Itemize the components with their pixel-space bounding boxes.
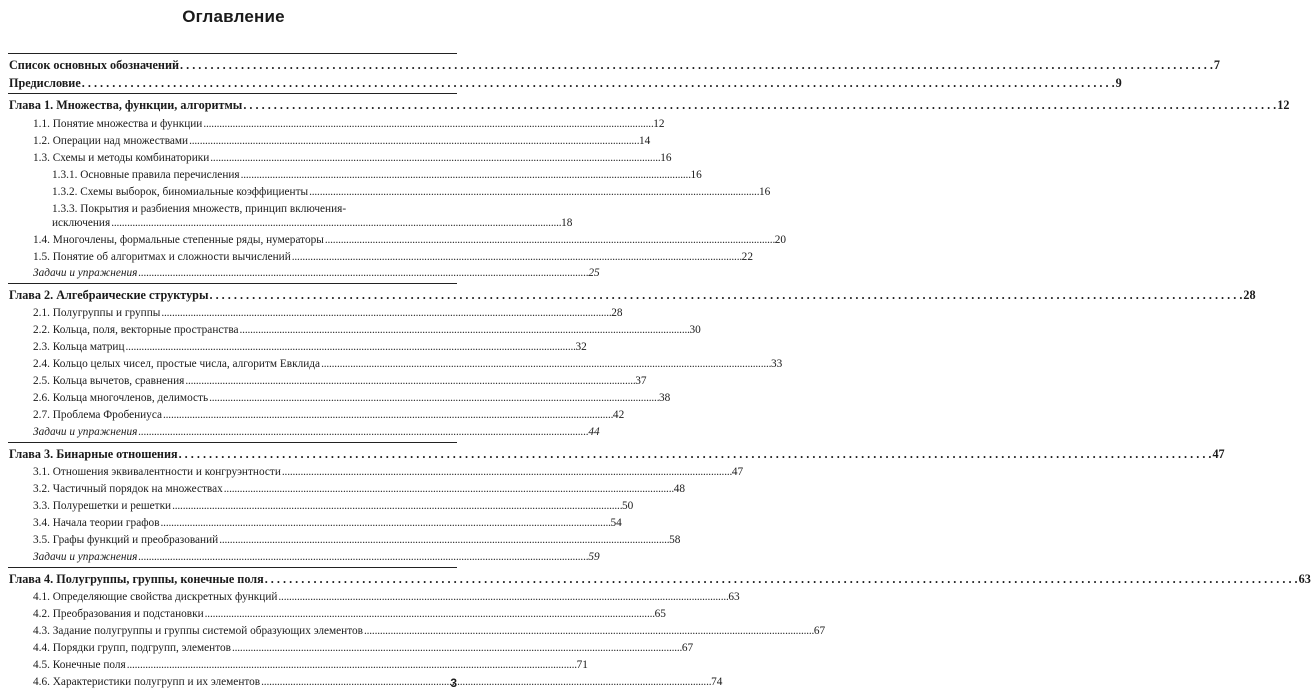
leader-dots (163, 408, 612, 422)
toc-exercises-3[interactable] (33, 550, 600, 564)
entry-page: 71 (576, 659, 588, 671)
entry-page: 20 (774, 234, 787, 246)
entry-label: 4.2. Преобразования и подстановки (33, 608, 204, 620)
leader-dots (282, 465, 731, 479)
entry-label: 1.3.3. Покрытия и разбиения множеств, принцип включения- (52, 203, 347, 215)
entry-page: 16 (759, 186, 771, 198)
entry-page: 44 (588, 426, 600, 438)
toc-subsection-1-3-1[interactable] (52, 168, 702, 182)
entry-label: 1.4. Многочлены, формальные степенные ряды, нумераторы (33, 234, 324, 246)
toc-section-4-4[interactable] (33, 641, 694, 655)
toc-section-1-2[interactable] (33, 134, 651, 148)
entry-label: 3.1. Отношения эквивалентности и конгруэнтности (33, 466, 281, 478)
entry-label: Предисловие (9, 76, 81, 90)
toc-subsection-1-3-3-cont[interactable] (52, 216, 573, 230)
page-title: Оглавление (182, 7, 285, 26)
leader-dots (185, 374, 634, 388)
leader-dots (241, 168, 690, 182)
leader-dots (180, 58, 1213, 72)
leader-dots (243, 98, 1276, 112)
leader-dots (203, 117, 652, 131)
toc-section-2-4[interactable] (33, 357, 783, 371)
toc-section-3-3[interactable] (33, 499, 634, 513)
entry-label: 2.3. Кольца матриц (33, 341, 125, 353)
entry-label: 1.3.2. Схемы выборок, биномиальные коэффициенты (52, 186, 309, 198)
entry-page: 48 (673, 483, 685, 495)
toc-section-2-1[interactable] (33, 306, 623, 320)
entry-page: 18 (561, 217, 573, 229)
toc-section-1-1[interactable] (33, 117, 665, 131)
entry-label: Глава 3. Бинарные отношения (9, 447, 178, 461)
entry-label: Задачи и упражнения (33, 551, 138, 563)
leader-dots (189, 134, 638, 148)
entry-page: 7 (1213, 58, 1220, 72)
leader-dots (138, 550, 587, 564)
toc-section-4-5[interactable] (33, 658, 588, 672)
entry-label: Глава 1. Множества, функции, алгоритмы (9, 98, 243, 112)
leader-dots (161, 306, 610, 320)
divider (8, 442, 457, 443)
entry-label: 4.4. Порядки групп, подгрупп, элементов (33, 642, 231, 654)
toc-section-4-3[interactable] (33, 624, 826, 638)
toc-section-4-2[interactable] (33, 607, 666, 621)
leader-dots (205, 607, 654, 621)
entry-page: 12 (1277, 98, 1290, 112)
leader-dots (126, 340, 575, 354)
leader-dots (111, 216, 560, 230)
entry-page: 16 (690, 169, 702, 181)
entry-label: 3.4. Начала теории графов (33, 517, 160, 529)
entry-page: 42 (612, 409, 625, 421)
entry-page: 28 (1243, 288, 1256, 302)
toc-entry-preface[interactable] (9, 76, 1122, 90)
leader-dots (265, 572, 1298, 586)
toc-subsection-1-3-3[interactable] (52, 202, 346, 216)
entry-label: 2.6. Кольца многочленов, делимость (33, 392, 209, 404)
toc-chapter-4[interactable] (9, 572, 1311, 586)
leader-dots (161, 516, 610, 530)
entry-page: 37 (635, 375, 647, 387)
toc-exercises-2[interactable] (33, 425, 600, 439)
leader-dots (209, 391, 658, 405)
leader-dots (210, 151, 659, 165)
leader-dots (292, 250, 741, 264)
leader-dots (219, 533, 668, 547)
entry-page: 32 (575, 341, 587, 353)
entry-label: исключения (52, 217, 111, 229)
divider (8, 283, 457, 284)
entry-label: 1.3.1. Основные правила перечисления (52, 169, 240, 181)
toc-section-2-5[interactable] (33, 374, 647, 388)
entry-page: 38 (659, 392, 671, 404)
entry-label: 1.1. Понятие множества и функции (33, 118, 203, 130)
entry-label: 4.5. Конечные поля (33, 659, 126, 671)
toc-chapter-3[interactable] (9, 447, 1225, 461)
leader-dots (364, 624, 813, 638)
entry-page: 63 (1298, 572, 1311, 586)
toc-subsection-1-3-2[interactable] (52, 185, 771, 199)
leader-dots (209, 288, 1242, 302)
toc-section-4-1[interactable] (33, 590, 740, 604)
divider (8, 53, 457, 54)
leader-dots (278, 590, 727, 604)
leader-dots (172, 499, 621, 513)
toc-entry-notation[interactable] (9, 58, 1220, 72)
leader-dots (224, 482, 673, 496)
entry-label: 1.5. Понятие об алгоритмах и сложности вычислений (33, 251, 291, 263)
entry-page: 65 (654, 608, 666, 620)
leader-dots (179, 447, 1212, 461)
entry-page: 9 (1115, 76, 1122, 90)
entry-label: 2.5. Кольца вычетов, сравнения (33, 375, 185, 387)
entry-label: 2.2. Кольца, поля, векторные пространства (33, 324, 239, 336)
toc-section-2-3[interactable] (33, 340, 587, 354)
entry-label: 2.4. Кольцо целых чисел, простые числа, алгоритм Евклида (33, 358, 321, 370)
entry-page: 28 (611, 307, 623, 319)
entry-page: 14 (639, 135, 651, 147)
divider (8, 93, 457, 94)
entry-page: 50 (622, 500, 634, 512)
leader-dots (321, 357, 770, 371)
entry-page: 63 (728, 591, 740, 603)
entry-page: 16 (660, 152, 672, 164)
entry-page: 67 (813, 625, 826, 637)
entry-label: 4.3. Задание полугруппы и группы системой образующих элементов (33, 625, 363, 637)
entry-label: Глава 4. Полугруппы, группы, конечные поля (9, 572, 264, 586)
toc-section-3-2[interactable] (33, 482, 685, 496)
entry-page: 47 (1212, 447, 1225, 461)
entry-label: 1.3. Схемы и методы комбинаторики (33, 152, 210, 164)
leader-dots (138, 266, 587, 280)
page-number: 3 (450, 676, 457, 690)
leader-dots (138, 425, 587, 439)
entry-page: 67 (681, 642, 694, 654)
toc-section-1-4[interactable] (33, 233, 787, 247)
entry-page: 54 (610, 517, 622, 529)
leader-dots (232, 641, 681, 655)
entry-label: 3.2. Частичный порядок на множествах (33, 483, 223, 495)
toc-section-1-3[interactable] (33, 151, 672, 165)
toc-exercises-1[interactable] (33, 266, 600, 280)
entry-page: 30 (689, 324, 701, 336)
entry-label: 2.7. Проблема Фробениуса (33, 409, 162, 421)
entry-page: 47 (731, 466, 744, 478)
leader-dots (261, 675, 710, 689)
entry-label: 4.6. Характеристики полугрупп и их элементов (33, 676, 261, 688)
entry-page: 25 (588, 267, 600, 279)
entry-label: Список основных обозначений (9, 58, 179, 72)
entry-label: Задачи и упражнения (33, 267, 138, 279)
entry-label: 4.1. Определяющие свойства дискретных функций (33, 591, 278, 603)
toc-section-1-5[interactable] (33, 250, 753, 264)
entry-label: 1.2. Операции над множествами (33, 135, 189, 147)
toc-section-2-6[interactable] (33, 391, 671, 405)
entry-page: 59 (588, 551, 600, 563)
entry-page: 58 (669, 534, 681, 546)
divider (8, 567, 457, 568)
leader-dots (82, 76, 1115, 90)
entry-label: 3.5. Графы функций и преобразований (33, 534, 219, 546)
toc-section-3-1[interactable] (33, 465, 744, 479)
toc-section-3-5[interactable] (33, 533, 681, 547)
entry-page: 74 (711, 676, 723, 688)
entry-label: 3.3. Полурешетки и решетки (33, 500, 172, 512)
leader-dots (127, 658, 576, 672)
entry-label: Глава 2. Алгебраические структуры (9, 288, 209, 302)
leader-dots (240, 323, 689, 337)
entry-page: 22 (741, 251, 753, 263)
entry-label: 2.1. Полугруппы и группы (33, 307, 161, 319)
entry-page: 33 (770, 358, 783, 370)
leader-dots (325, 233, 774, 247)
entry-label: Задачи и упражнения (33, 426, 138, 438)
toc-section-4-6[interactable] (33, 675, 723, 689)
toc-chapter-2[interactable] (9, 288, 1256, 302)
toc-section-2-2[interactable] (33, 323, 701, 337)
entry-page: 12 (653, 118, 665, 130)
toc-chapter-1[interactable] (9, 98, 1290, 112)
leader-dots (309, 185, 758, 199)
toc-section-3-4[interactable] (33, 516, 622, 530)
toc-section-2-7[interactable] (33, 408, 625, 422)
